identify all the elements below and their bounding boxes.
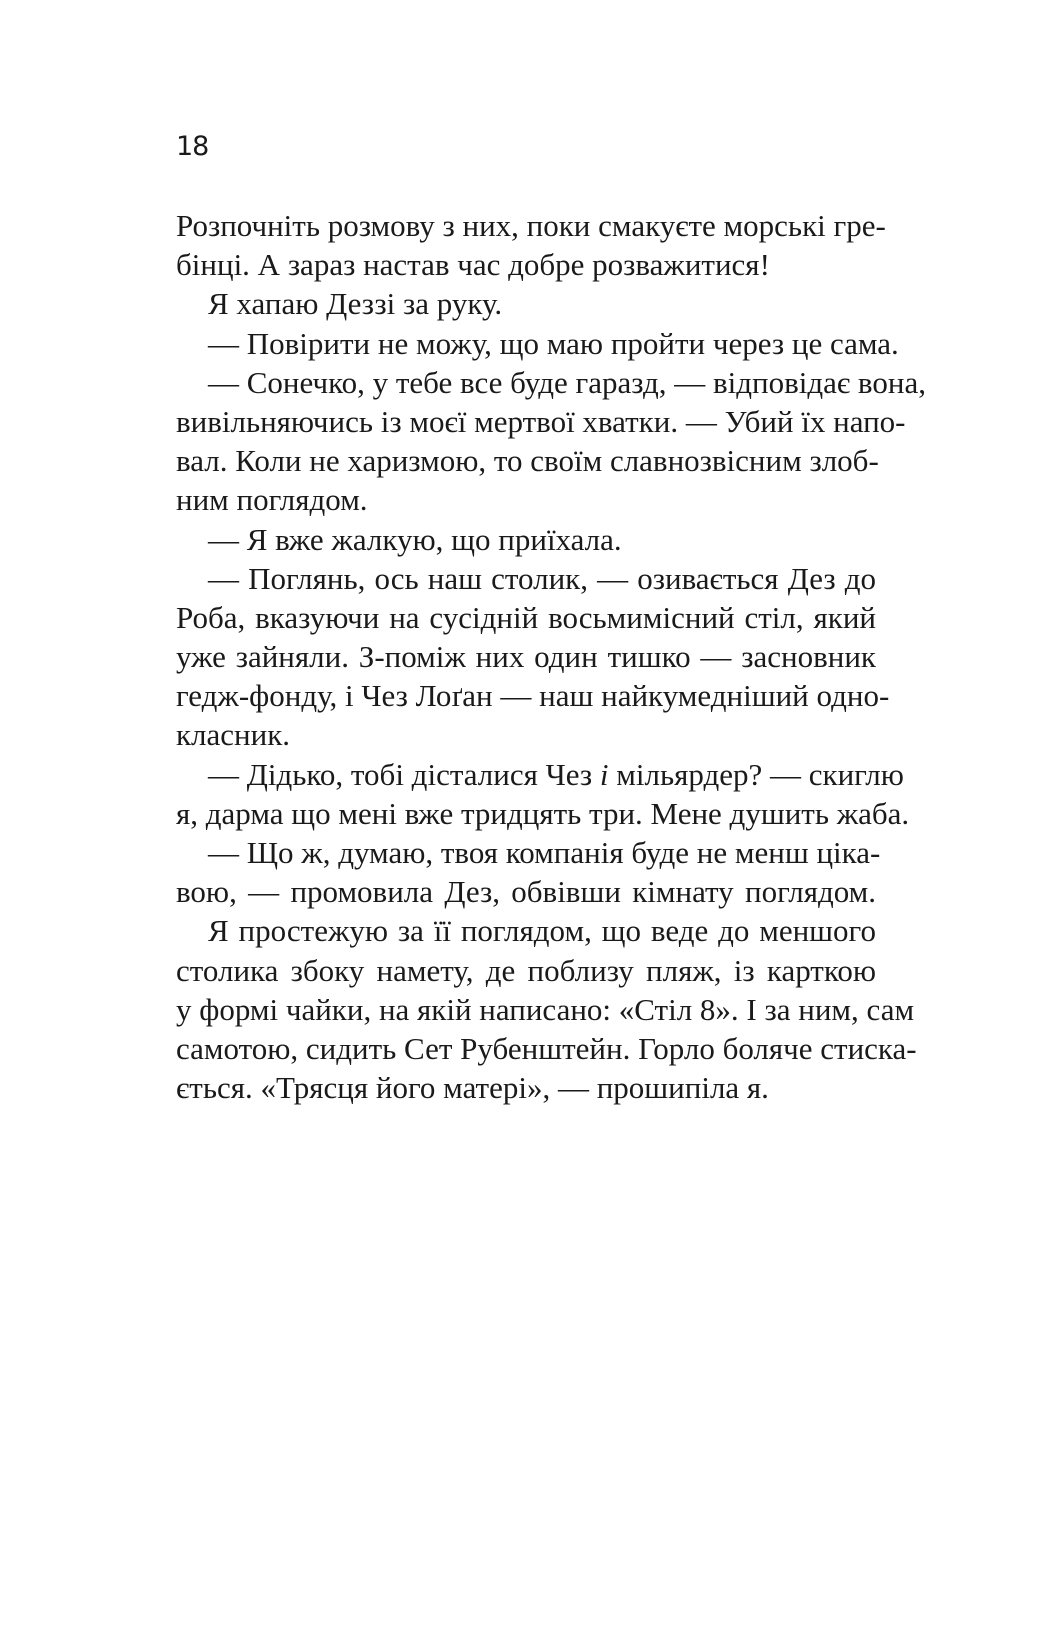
text-line: — Повірити не можу, що маю пройти через це сама. <box>208 325 899 361</box>
text-segment: — Дідько, тобі дісталися Чез <box>208 756 600 792</box>
page-number: 18 <box>176 131 209 162</box>
body-text <box>176 206 926 1107</box>
text-line: у формі чайки, на якій написано: «Стіл 8». І за ним, сам <box>176 991 915 1027</box>
text-line: класник. <box>176 717 291 753</box>
text-line: бінці. А зараз настав час добре розважитися! <box>176 247 770 283</box>
text-line: Я простежую за її поглядом, що веде до меншого <box>208 913 876 949</box>
italic-emphasis: і <box>599 756 609 792</box>
text-line: вивільняючись із моєї мертвої хватки. — Убий їх напо- <box>176 403 906 439</box>
text-line: уже зайняли. З-поміж них один тишко — засновник <box>176 639 876 675</box>
text-line: самотою, сидить Сет Рубенштейн. Горло боляче стиска- <box>176 1030 917 1066</box>
text-line: Я хапаю Деззі за руку. <box>208 286 503 322</box>
text-line: ним поглядом. <box>176 482 368 518</box>
text-line: Розпочніть розмову з них, поки смакуєте морські гре- <box>176 208 886 243</box>
text-line: столика збоку намету, де поблизу пляж, із карткою <box>176 952 876 988</box>
text-line: — Сонечко, у тебе все буде гаразд, — відповідає вона, <box>208 364 926 400</box>
text-segment: мільярдер? — скиглю <box>608 756 904 792</box>
text-line: вою, — промовила Дез, обвівши кімнату поглядом. <box>176 874 876 910</box>
text-line: вал. Коли не харизмою, то своїм славнозвісним злоб- <box>176 443 879 479</box>
text-line: — Поглянь, ось наш столик, — озивається Дез до <box>208 560 876 596</box>
text-line: я, дарма що мені вже тридцять три. Мене душить жаба. <box>176 795 910 831</box>
text-line: ється. «Трясця його матері», — прошипіла я. <box>176 1070 769 1106</box>
text-line: Роба, вказуючи на сусідній восьмимісний стіл, який <box>176 599 876 635</box>
text-line <box>176 755 904 794</box>
text-line: — Я вже жалкую, що приїхала. <box>208 521 622 557</box>
text-line: — Що ж, думаю, твоя компанія буде не менш ціка- <box>208 835 881 870</box>
text-line: гедж-фонду, і Чез Лоґан — наш найкумедніший одно- <box>176 678 890 714</box>
